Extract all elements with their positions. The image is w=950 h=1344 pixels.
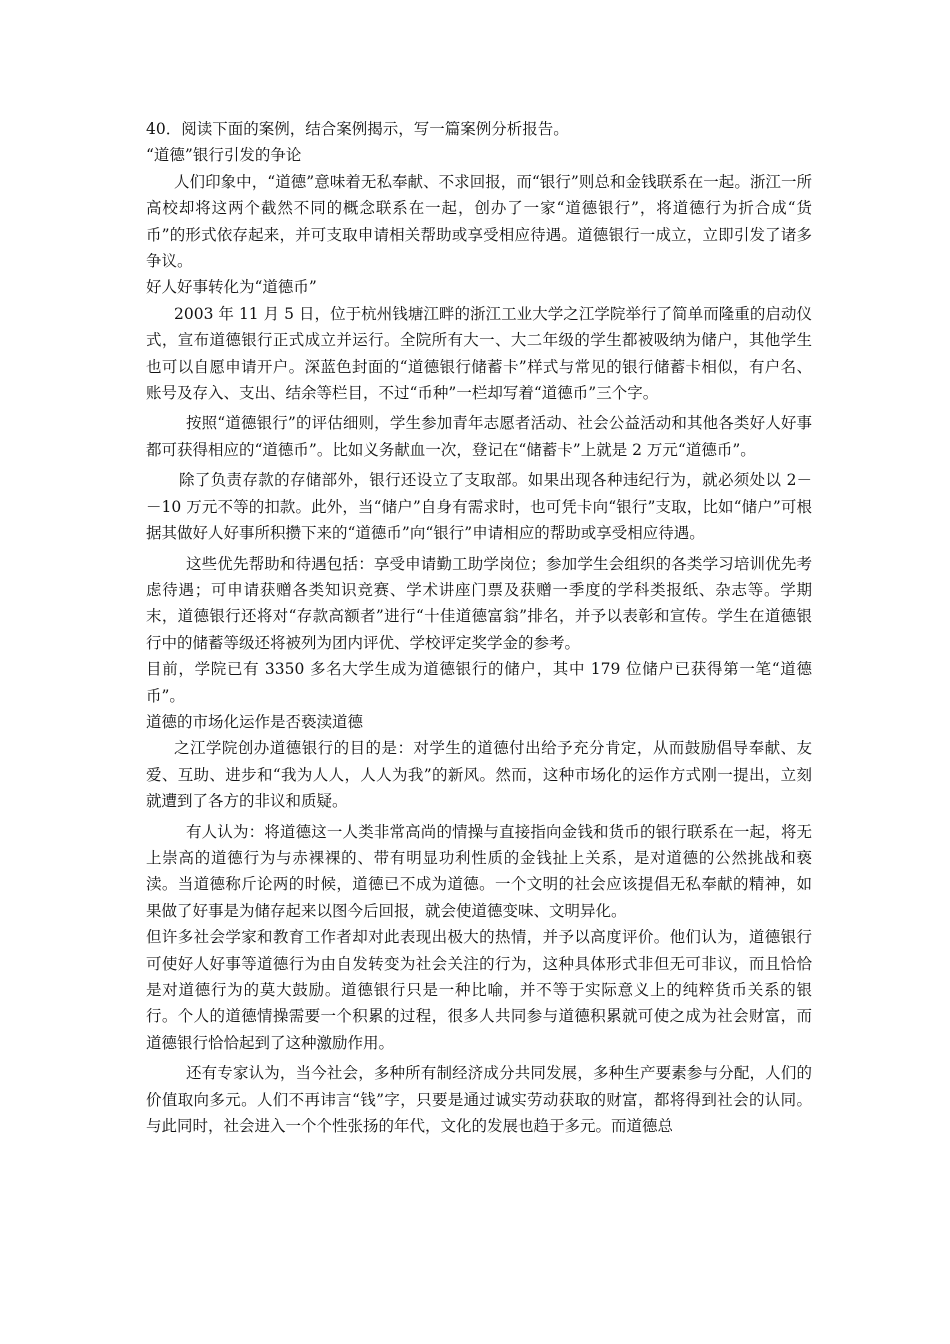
paragraph-benefits: 这些优先帮助和待遇包括：享受申请勤工助学岗位；参加学生会组织的各类学习培训优先考虑待遇；可申请获赠各类知识竞赛、学术讲座门票及获赠一季度的学科类报纸、杂志等。学期末，道德银行还将对“存款高额者”进行“十佳道德富翁”排名，并予以表彰和宣传。学生在道德银行中的储蓄等级还将被列为团内评优、学校评定奖学金的参考。 [146, 554, 812, 652]
paragraph-experts: 还有专家认为，当今社会，多种所有制经济成分共同发展，多种生产要素参与分配，人们的价值取向多元。人们不再讳言“钱”字，只要是通过诚实劳动获取的财富，都将得到社会的认同。与此同时，社会进入一个个性张扬的年代，文化的发展也趋于多元。而道德总 [146, 1064, 812, 1136]
question-prompt: 40．阅读下面的案例，结合案例揭示，写一篇案例分析报告。 [146, 120, 569, 138]
section-heading-marketization: 道德的市场化运作是否亵渎道德 [146, 712, 364, 731]
paragraph-current-status: 目前，学院已有 3350 多名大学生成为道德银行的储户，其中 179 位储户已获得第一笔“道德币”。 [146, 660, 812, 705]
paragraph-purpose: 之江学院创办道德银行的目的是：对学生的道德付出给予充分肯定，从而鼓励倡导奉献、友爱、互助、进步和“我为人人，人人为我”的新风。然而，这种市场化的运作方式刚一提出，立刻就遭到了各方的非议和质疑。 [146, 739, 812, 811]
paragraph-critics: 有人认为：将道德这一人类非常高尚的情操与直接指向金钱和货币的银行联系在一起，将无上崇高的道德行为与赤裸裸的、带有明显功利性质的金钱扯上关系，是对道德的公然挑战和亵渎。当道德称斤论两的时候，道德已不成为道德。一个文明的社会应该提倡无私奉献的精神，如果做了好事是为储存起来以图今后回报，就会使道德变味、文明异化。 [146, 822, 812, 920]
paragraph-supporters: 但许多社会学家和教育工作者却对此表现出极大的热情，并予以高度评价。他们认为，道德银行可使好人好事等道德行为由自发转变为社会关注的行为，这种具体形式非但无可非议，而且恰恰是对道德行为的莫大鼓励。道德银行只是一种比喻，并不等于实际意义上的纯粹货币关系的银行。个人的道德情操需要一个积累的过程，很多人共同参与道德积累就可使之成为社会财富，而道德银行恰恰起到了这种激励作用。 [146, 928, 812, 1052]
section-heading-moral-currency: 好人好事转化为“道德币” [146, 278, 317, 297]
paragraph-launch: 2003 年 11 月 5 日，位于杭州钱塘江畔的浙江工业大学之江学院举行了简单而隆重的启动仪式，宣布道德银行正式成立并运行。全院所有大一、大二年级的学生都被吸纳为储户，其他学生也可以自愿申请开户。深蓝色封面的“道德银行储蓄卡”样式与常见的银行储蓄卡相似，有户名、账号及存入、支出、结余等栏目，不过“币种”一栏却写着“道德币”三个字。 [146, 304, 812, 403]
paragraph-withdrawal-dept: 除了负责存款的存储部外，银行还设立了支取部。如果出现各种违纪行为，就必须处以 2－－10 万元不等的扣款。此外，当“储户”自身有需求时，也可凭卡向“银行”支取，比如“储户”可根据其做好人好事所积攒下来的“道德币”向“银行”申请相应的帮助或享受相应待遇。 [146, 471, 812, 543]
article-title: “道德”银行引发的争论 [146, 146, 302, 165]
article-body [146, 116, 812, 1139]
paragraph-intro: 人们印象中，“道德”意味着无私奉献、不求回报，而“银行”则总和金钱联系在一起。浙江一所高校却将这两个截然不同的概念联系在一起，创办了一家“道德银行”，将道德行为折合成“货币”的形式依存起来，并可支取申请相关帮助或享受相应待遇。道德银行一成立，立即引发了诸多争议。 [146, 172, 812, 271]
paragraph-evaluation-rules: 按照“道德银行”的评估细则，学生参加青年志愿者活动、社会公益活动和其他各类好人好事都可获得相应的“道德币”。比如义务献血一次，登记在“储蓄卡”上就是 2 万元“道德币”。 [146, 414, 812, 459]
